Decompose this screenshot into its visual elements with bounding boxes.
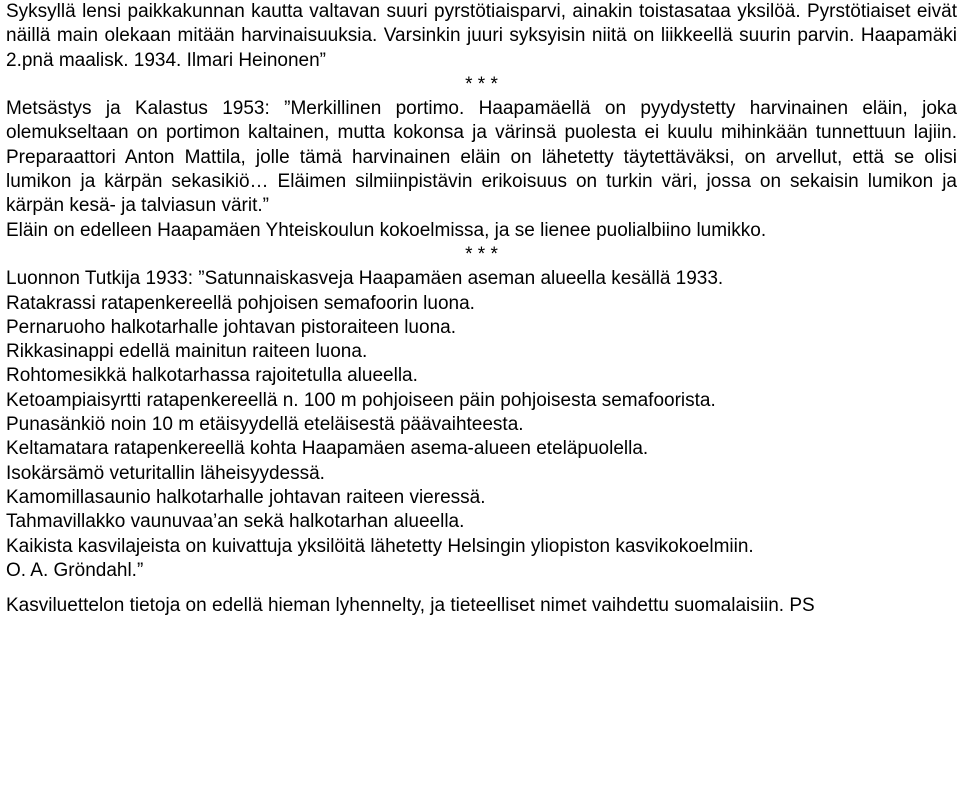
section-separator: * * * bbox=[465, 73, 498, 95]
plant-list-item: Punasänkiö noin 10 m etäisyydellä eteläisestä päävaihteesta. bbox=[6, 414, 524, 436]
plant-list-signature: O. A. Gröndahl.” bbox=[6, 559, 144, 581]
section-separator: * * * bbox=[465, 243, 498, 265]
plant-list-item: Keltamatara ratapenkereellä kohta Haapamäen asema-alueen eteläpuolella. bbox=[6, 438, 649, 460]
plant-list-item: Kaikista kasvilajeista on kuivattuja yksilöitä lähetetty Helsingin yliopiston kasvikokoelmiin. bbox=[6, 535, 754, 557]
plant-list-item: Rikkasinappi edellä mainitun raiteen luona. bbox=[6, 341, 368, 363]
paragraph-museum-note: Eläin on edelleen Haapamäen Yhteiskoulun kokoelmissa, ja se lienee puolialbiino lumikko. bbox=[6, 219, 767, 241]
plant-list-item: Isokärsämö veturitallin läheisyydessä. bbox=[6, 462, 325, 484]
paragraph-editor-note: Kasviluettelon tietoja on edellä hieman lyhennelty, ja tieteelliset nimet vaihdettu suomalaisiin. PS bbox=[6, 595, 815, 617]
plant-list-item: Kamomillasaunio halkotarhalle johtavan raiteen vieressä. bbox=[6, 486, 486, 508]
paragraph-gap bbox=[6, 583, 957, 594]
paragraph-heinonen-note: Syksyllä lensi paikkakunnan kautta valtavan suuri pyrstötiaisparvi, ainakin toistasataa yksilöä. Pyrstötiaiset eivät näillä main olekaan mitään harvinaisuuksia. Varsinkin juuri syksyisin niitä on liikkeellä suurin parvin. Haapamäki 2.pnä maalisk. 1934. Ilmari Heinonen” bbox=[6, 1, 957, 71]
plant-list-item: Tahmavillakko vaunuvaa’an sekä halkotarhan alueella. bbox=[6, 511, 465, 533]
plant-list-item: Pernaruoho halkotarhalle johtavan pistoraiteen luona. bbox=[6, 316, 456, 338]
paragraph-merkillinen-portimo: Metsästys ja Kalastus 1953: ”Merkillinen portimo. Haapamäellä on pyydystetty harvinainen eläin, joka olemukseltaan on portimon kaltainen, mutta kokonsa ja värinsä puolesta ei kuulu mihinkään tunnettuun lajiin. Preparaattori Anton Mattila, jolle tämä harvinainen eläin on lähetetty täytettäväksi, on arvellut, että se olisi lumikon ja kärpän sekasikiö… Eläimen silmiinpistävin erikoisuus on turkin väri, jossa on sekaisin lumikon ja kärpän kesä- ja talviasun värit.” bbox=[6, 98, 957, 217]
plant-list-item: Rohtomesikkä halkotarhassa rajoitetulla alueella. bbox=[6, 365, 418, 387]
plant-list-item: Ratakrassi ratapenkereellä pohjoisen semafoorin luona. bbox=[6, 292, 475, 314]
plant-list bbox=[6, 267, 957, 583]
plant-list-heading: Luonnon Tutkija 1933: ”Satunnaiskasveja Haapamäen aseman alueella kesällä 1933. bbox=[6, 268, 724, 290]
plant-list-item: Ketoampiaisyrtti ratapenkereellä n. 100 m pohjoiseen päin pohjoisesta semafoorista. bbox=[6, 389, 716, 411]
